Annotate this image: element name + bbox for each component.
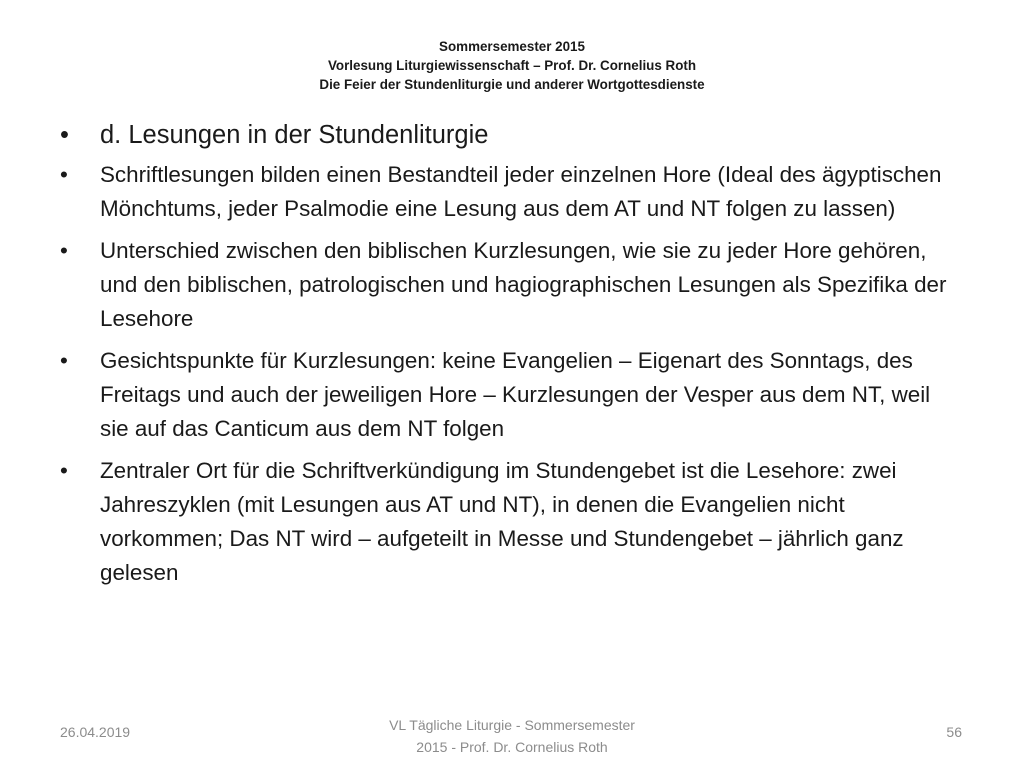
header-topic: Die Feier der Stundenliturgie und anderer Wortgottesdienste [319,77,705,92]
header-semester: Sommersemester 2015 [439,39,585,54]
footer-title [352,714,672,758]
slide-header [0,37,1024,94]
bullet-marker: • [60,121,69,149]
bullet-text: Gesichtspunkte für Kurzlesungen: keine Evangelien – Eigenart des Sonntags, des Freitags und auch der jeweiligen Hore – Kurzlesungen der Vesper aus dem NT, weil sie auf das Canticum aus dem NT folgen [100,348,931,441]
footer-title-line1: VL Tägliche Liturgie - Sommersemester [389,717,635,733]
footer-date: 26.04.2019 [60,724,131,740]
bullet-item [60,344,960,446]
bullet-item [60,158,960,226]
bullet-text: d. Lesungen in der Stundenliturgie [100,121,489,149]
bullet-marker: • [60,162,68,187]
bullet-item [60,454,960,590]
bullet-item [60,234,960,336]
header-lecture: Vorlesung Liturgiewissenschaft – Prof. Dr. Cornelius Roth [327,58,697,73]
page-number: 56 [946,724,962,740]
bullet-marker: • [60,458,68,483]
bullet-text: Unterschied zwischen den biblischen Kurzlesungen, wie sie zu jeder Hore gehören, und den biblischen, patrologischen und hagiographischen Lesungen als Spezifika der Lesehore [100,238,947,331]
bullet-marker: • [60,238,68,263]
bullet-text: Zentraler Ort für die Schriftverkündigung im Stundengebet ist die Lesehore: zwei Jahreszyklen (mit Lesungen aus AT und NT), in denen die Evangelien nicht vorkommen; Das NT wird – aufgeteilt in Messe und Stundengebet – jährlich ganz gelesen [100,458,904,585]
bullet-text: Schriftlesungen bilden einen Bestandteil jeder einzelnen Hore (Ideal des ägyptischen Mönchtums, jeder Psalmodie eine Lesung aus dem AT und NT folgen zu lassen) [100,162,942,221]
bullet-item-heading [60,116,960,154]
slide-body [60,116,960,598]
footer-title-line2: 2015 - Prof. Dr. Cornelius Roth [416,739,608,755]
bullet-marker: • [60,348,68,373]
